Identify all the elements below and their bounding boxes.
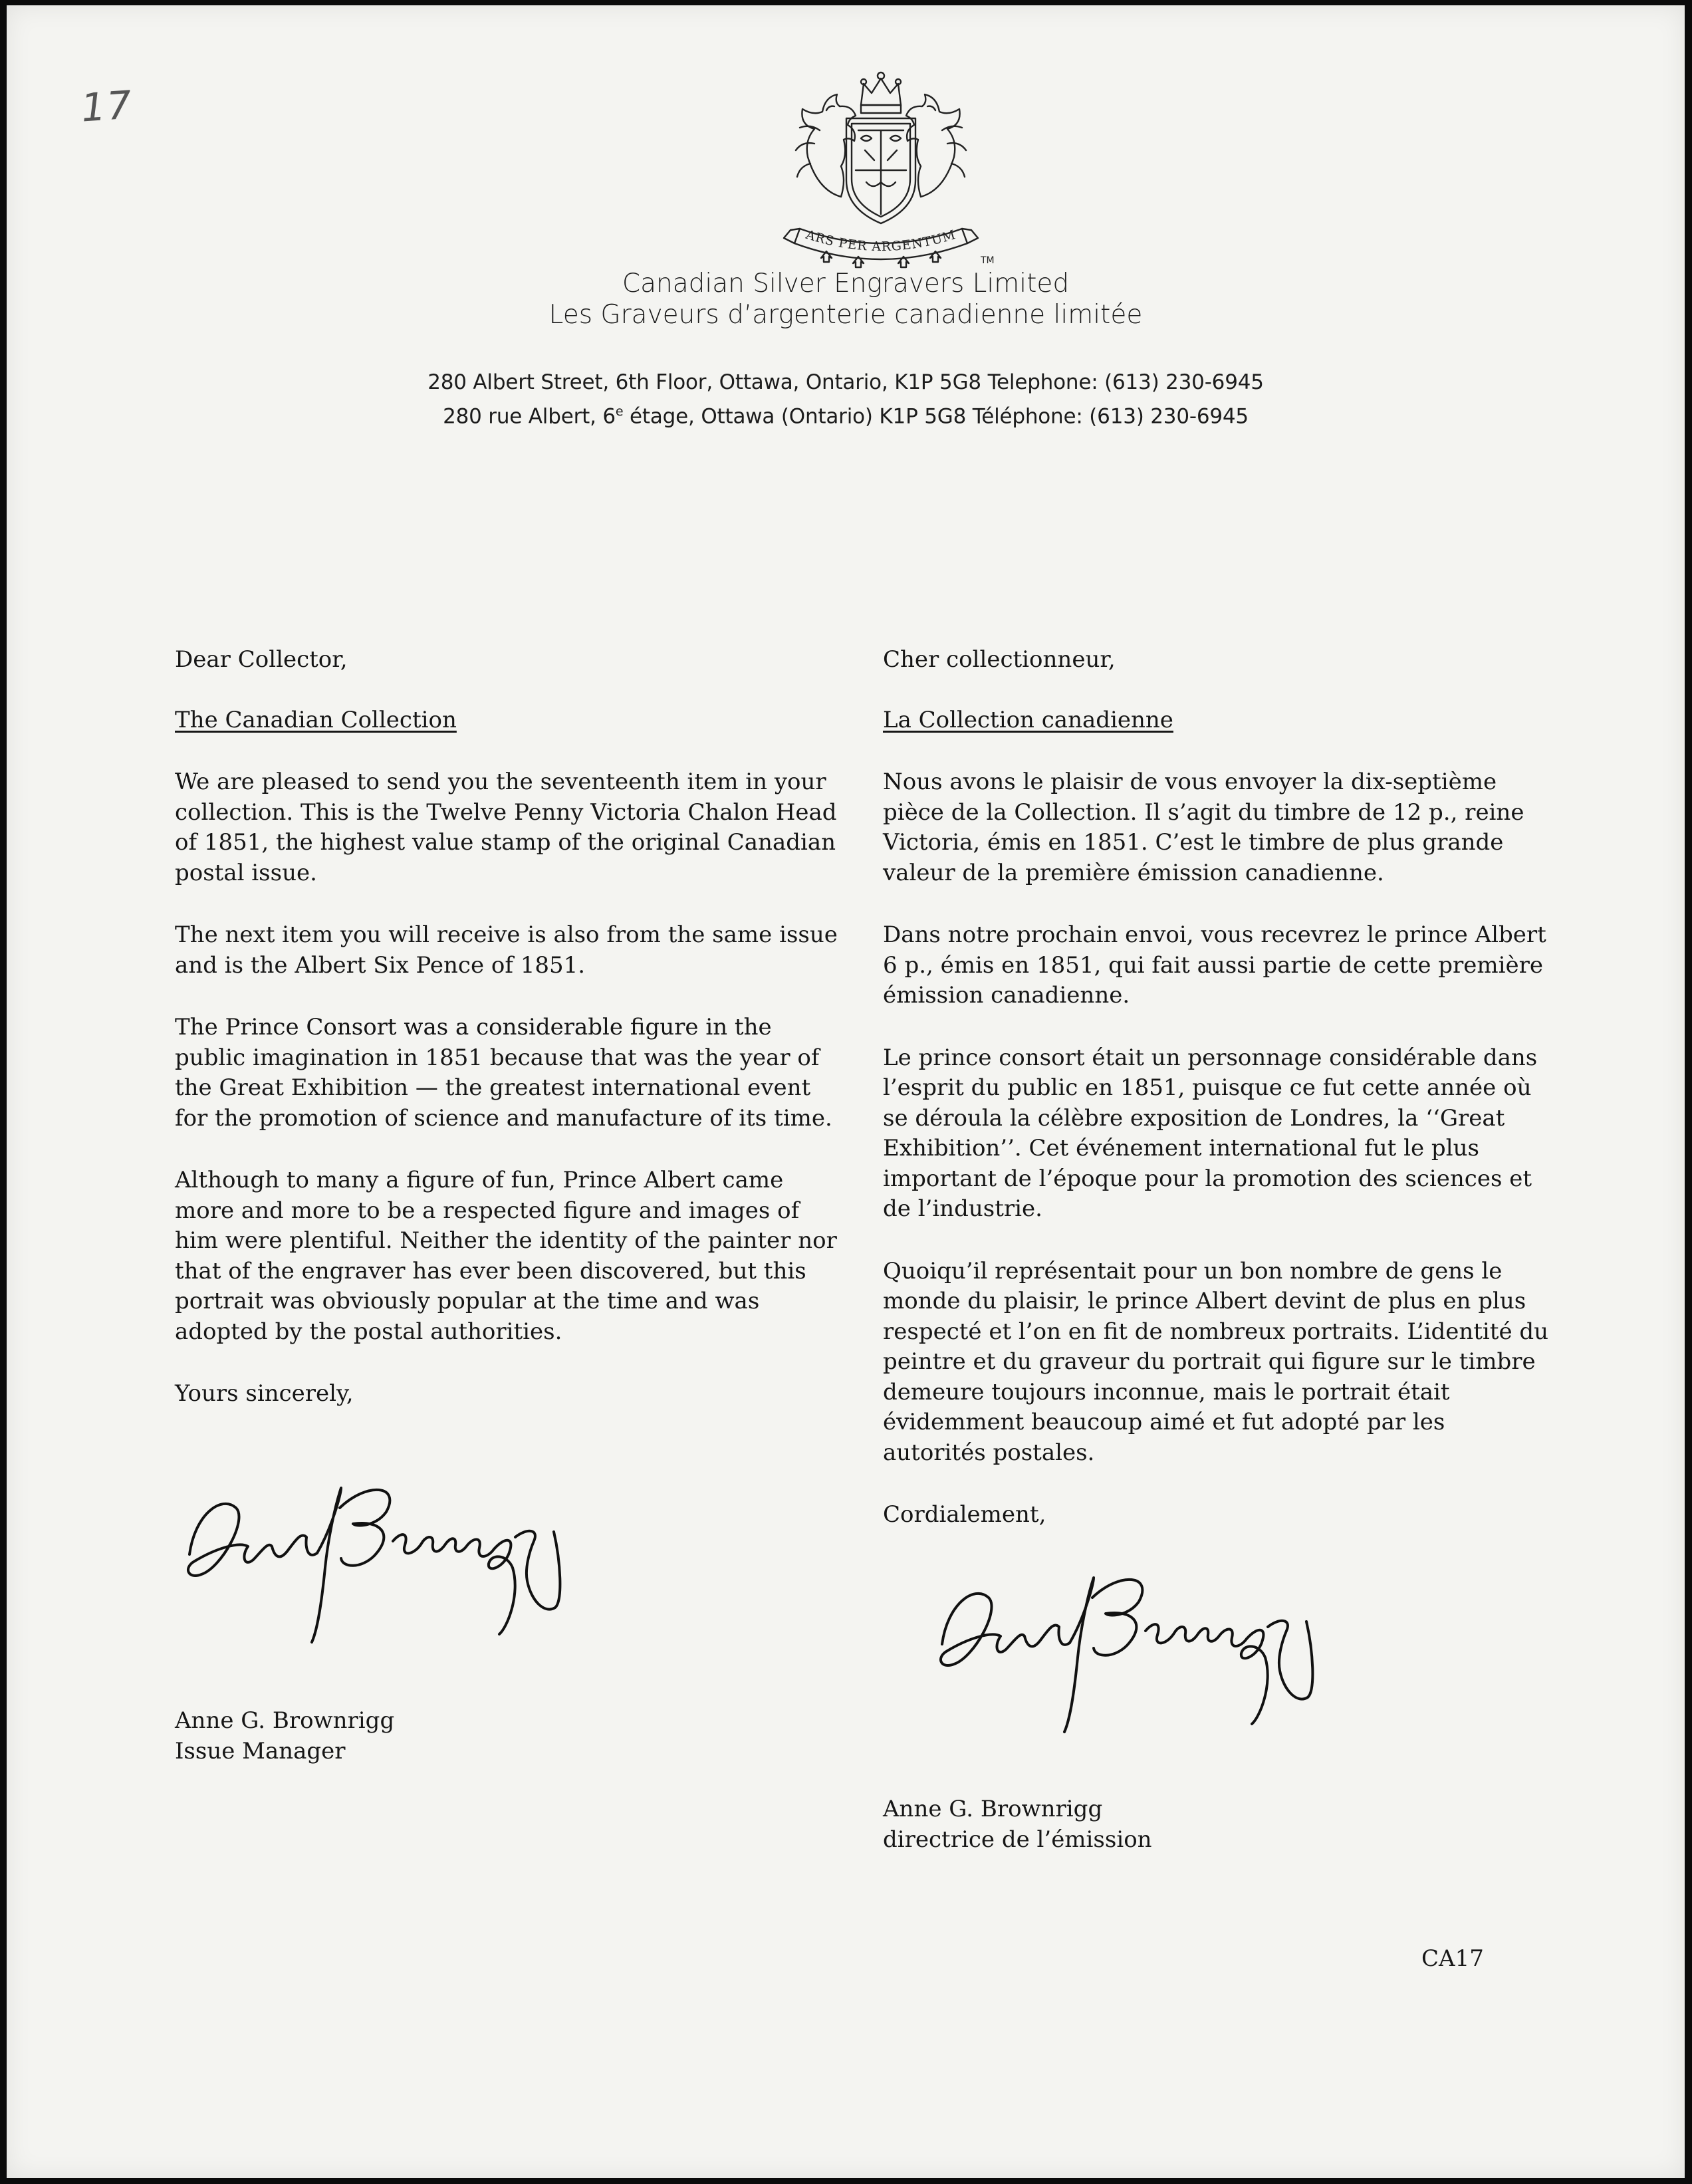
signer-block-en: [175, 1705, 394, 1766]
handwritten-page-number: 17: [79, 82, 135, 131]
signer-block-fr: [883, 1794, 1152, 1855]
letter-page: [7, 5, 1685, 2178]
paragraph-en-3: The Prince Consort was a considerable figure in the public imagination in 1851 because that was the year of the Great Exhibition — the greatest international event for the promotion of science and manufacture of its time.: [175, 1014, 832, 1132]
reference-code: CA17: [1421, 1945, 1484, 1972]
paragraph-fr-4: Quoiqu’il représentait pour un bon nombre de gens le monde du plaisir, le prince Albert devint de plus en plus respecté et l’on en fit de nombreux portraits. L’identité du peintre et du graveur du portrait qui figure sur le timbre demeure toujours inconnue, mais le portrait était évidemment beaucoup aimé et fut adopté par les autorités postales.: [883, 1257, 1549, 1466]
signer-name-en: Anne G. Brownrigg: [175, 1707, 395, 1734]
company-address-block: [7, 368, 1685, 431]
subject-heading-en: The Canadian Collection: [175, 706, 457, 733]
salutation-fr: Cher collectionneur,: [883, 646, 1116, 673]
paragraph-en-2: The next item you will receive is also from the same issue and is the Albert Six Pence of 1851.: [175, 921, 838, 979]
closing-en: Yours sincerely,: [175, 1380, 354, 1407]
signer-title-en: Issue Manager: [175, 1738, 346, 1764]
trademark-mark: TM: [981, 255, 995, 266]
paragraph-fr-2: Dans notre prochain envoi, vous recevrez le prince Albert 6 p., émis en 1851, qui fait aussi partie de cette première émission canadienne.: [883, 921, 1546, 1009]
paragraph-en-1: We are pleased to send you the seventeenth item in your collection. This is the Twelve Penny Victoria Chalon Head of 1851, the highest value stamp of the original Canadian postal issue.: [175, 769, 837, 886]
salutation-en: Dear Collector,: [175, 646, 348, 673]
signer-title-fr: directrice de l’émission: [883, 1826, 1152, 1853]
closing-fr: Cordialement,: [883, 1501, 1046, 1528]
crest-motto: ARS PER ARGENTUM: [804, 227, 958, 255]
company-address-fr: 280 rue Albert, 6e étage, Ottawa (Ontario) K1P 5G8 Téléphone: (613) 230-6945: [443, 404, 1249, 429]
french-letter-column: [883, 645, 1554, 1530]
paragraph-fr-1: Nous avons le plaisir de vous envoyer la dix-septième pièce de la Collection. Il s’agit du timbre de 12 p., reine Victoria, émis en 1851. C’est le timbre de plus grande valeur de la première émission canadienne.: [883, 769, 1524, 886]
paragraph-fr-3: Le prince consort était un personnage considérable dans l’esprit du public en 1851, puisque ce fut cette année où se déroula la célèbre exposition de Londres, la ‘‘Great Exhibition’’. Cet événement international fut le plus important de l’époque pour la promotion des sciences et de l’industrie.: [883, 1044, 1538, 1222]
company-address-en: 280 Albert Street, 6th Floor, Ottawa, Ontario, K1P 5G8 Telephone: (613) 230-6945: [427, 370, 1264, 394]
signer-name-fr: Anne G. Brownrigg: [883, 1796, 1103, 1822]
subject-heading-fr: La Collection canadienne: [883, 706, 1173, 733]
company-name-block: [7, 268, 1685, 330]
paragraph-en-4: Although to many a figure of fun, Prince Albert came more and more to be a respected figure and images of him were plentiful. Neither the identity of the painter nor that of the engraver has ever been discovered, but this portrait was obviously popular at the time and was adopted by the postal authorities.: [175, 1167, 837, 1345]
signature-fr: [927, 1558, 1353, 1757]
company-name-en: Canadian Silver Engravers Limited: [622, 269, 1070, 299]
company-name-fr: Les Graveurs d’argenterie canadienne limitée: [548, 300, 1143, 330]
company-crest-logo: [741, 64, 1021, 277]
signature-en: [175, 1468, 600, 1667]
english-letter-column: [175, 645, 840, 1409]
